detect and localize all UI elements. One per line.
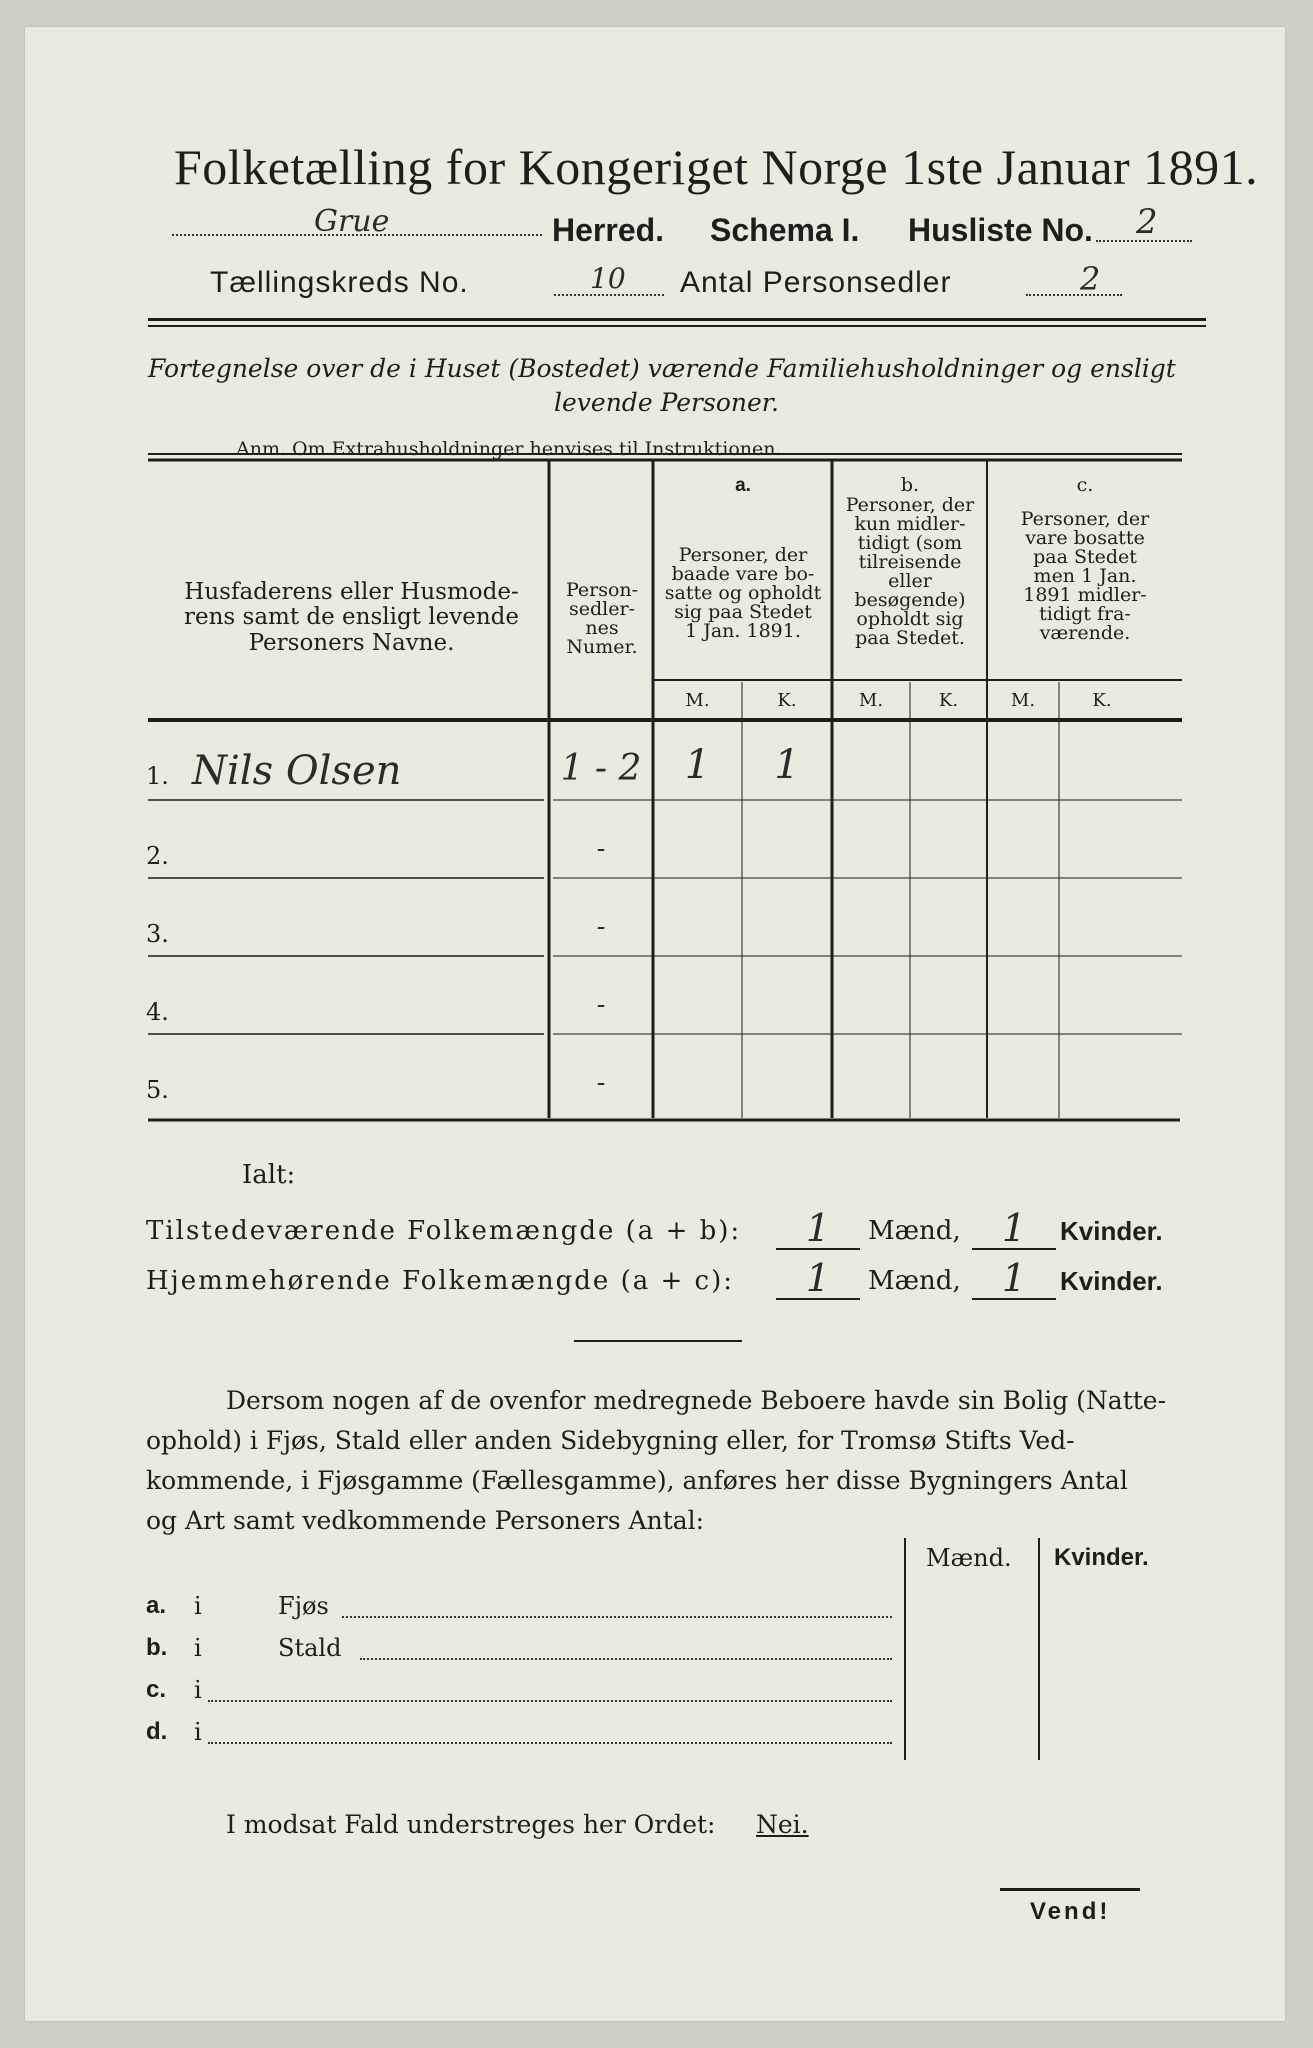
col-head-c-line: 1891 midler-: [1023, 584, 1147, 606]
col-b-m: M.: [858, 690, 884, 711]
col-head-c: [988, 510, 1182, 643]
row-1-personsedler: 1 - 2: [560, 748, 642, 789]
col-head-number-line: Numer.: [566, 636, 638, 658]
row-2-number: 2.: [146, 842, 169, 870]
total-resident-women: 1: [1001, 1256, 1027, 1300]
col-head-number-line: Person-: [565, 579, 639, 601]
row-1-name: Nils Olsen: [192, 748, 402, 794]
item-d-letter: d.: [146, 1718, 168, 1745]
antal-value: 2: [1080, 260, 1101, 298]
col-head-a-line: sig paa Stedet: [674, 601, 812, 623]
col-head-c-line: tidigt fra-: [1039, 603, 1131, 625]
col-head-a-line: satte og opholdt: [664, 582, 822, 604]
item-b-label: Stald: [278, 1634, 342, 1662]
col-head-a-line: 1 Jan. 1891.: [685, 620, 801, 642]
modsat-text: I modsat Fald understreges her Ordet:: [226, 1810, 716, 1839]
outbuilding-women-head: Kvinder.: [1054, 1544, 1149, 1571]
col-head-c-line: vare bosatte: [1025, 527, 1145, 549]
total-present-men: 1: [805, 1206, 831, 1250]
husliste-label: Husliste No.: [908, 212, 1093, 248]
col-c-k: K.: [1092, 690, 1112, 711]
col-head-b-line: Personer, der: [845, 494, 975, 516]
anm-note: Anm. Om Extrahusholdninger henvises til Instruktionen.: [236, 438, 782, 460]
herred-value: Grue: [314, 204, 390, 239]
col-head-a-line: baade vare bo-: [671, 563, 815, 585]
col-head-names-line: Husfaderens eller Husmode-: [184, 579, 519, 605]
col-head-names-line: Personers Navne.: [248, 629, 455, 656]
total-present-maend: Mænd,: [868, 1216, 961, 1246]
col-head-b-line: opholdt sig: [856, 608, 964, 630]
col-head-b-line: besøgende): [854, 589, 966, 611]
col-head-a: [656, 546, 830, 641]
col-head-b-line: kun midler-: [854, 513, 966, 535]
row-3-personsedler: -: [596, 912, 606, 942]
col-a-m: M.: [685, 690, 710, 711]
col-head-b: [834, 496, 986, 648]
census-table-grid: [24, 26, 1286, 2022]
col-head-b-line: tidigt (som: [857, 532, 963, 554]
outbuilding-divider-1: [904, 1538, 906, 1760]
col-head-c-line: men 1 Jan.: [1033, 565, 1137, 587]
row-4-personsedler: -: [596, 990, 606, 1020]
row-1-a-m: 1: [684, 742, 711, 788]
row-3-number: 3.: [146, 920, 169, 948]
item-b-letter: b.: [146, 1634, 168, 1661]
row-1-number: 1.: [146, 762, 169, 790]
total-resident-label: Hjemmehørende Folkemængde (a + c):: [146, 1266, 734, 1296]
outbuilding-men-head: Mænd.: [926, 1544, 1012, 1572]
col-head-number-line: nes: [585, 617, 619, 639]
col-head-b-line: tilreisende: [858, 551, 962, 573]
item-b-i: i: [194, 1634, 202, 1662]
notice-line-1: Dersom nogen af de ovenfor medregnede Beboere havde sin Bolig (Natte-: [226, 1386, 1167, 1415]
col-head-c-line: værende.: [1039, 622, 1131, 644]
notice-line-2: ophold) i Fjøs, Stald eller anden Sidebygning eller, for Tromsø Stifts Ved-: [146, 1426, 1075, 1455]
row-4-number: 4.: [146, 998, 169, 1026]
col-b-k: K.: [938, 690, 959, 711]
vend-label: Vend!: [1030, 1898, 1111, 1925]
total-present-women: 1: [1001, 1206, 1027, 1250]
col-a-k: K.: [777, 690, 797, 711]
section-divider: [574, 1340, 742, 1342]
vend-rule: [1000, 1888, 1140, 1891]
schema-label: Schema I.: [710, 212, 860, 248]
item-d-dots: [208, 1742, 892, 1744]
item-a-i: i: [194, 1592, 202, 1620]
notice-line-3: kommende, i Fjøsgamme (Fællesgamme), anføres her disse Bygningers Antal: [146, 1466, 1128, 1495]
col-head-c-letter: c.: [1076, 474, 1094, 496]
item-a-dots: [342, 1616, 892, 1618]
item-d-i: i: [194, 1718, 202, 1746]
col-head-b-line: eller: [888, 570, 932, 592]
herred-label: Herred.: [552, 212, 665, 248]
row-5-number: 5.: [146, 1076, 169, 1104]
col-head-c-line: Personer, der: [1020, 508, 1150, 530]
item-c-dots: [208, 1700, 892, 1702]
col-head-b-line: paa Stedet.: [855, 627, 965, 649]
item-b-dots: [360, 1658, 892, 1660]
nei-word: Nei.: [756, 1810, 809, 1839]
col-head-b-letter: b.: [900, 474, 920, 496]
outbuilding-divider-2: [1038, 1538, 1040, 1760]
row-5-personsedler: -: [596, 1068, 606, 1098]
total-present-label: Tilstedeværende Folkemængde (a + b):: [146, 1216, 742, 1246]
item-a-label: Fjøs: [278, 1592, 329, 1620]
col-head-names-line: rens samt de ensligt levende: [184, 604, 519, 631]
col-head-number-line: sedler-: [569, 598, 635, 620]
total-present-kvinder: Kvinder.: [1060, 1216, 1163, 1246]
kreds-value: 10: [590, 262, 626, 295]
item-c-i: i: [194, 1676, 202, 1704]
item-c-letter: c.: [146, 1676, 167, 1703]
col-c-m: M.: [1010, 690, 1036, 711]
form-title: Folketælling for Kongeriget Norge 1ste Januar 1891.: [174, 139, 1259, 195]
antal-label: Antal Personsedler: [680, 266, 952, 299]
row-1-a-k: 1: [774, 742, 800, 788]
notice-line-4: og Art samt vedkommende Personers Antal:: [146, 1506, 705, 1535]
total-resident-maend: Mænd,: [868, 1266, 961, 1296]
total-resident-kvinder: Kvinder.: [1060, 1266, 1163, 1296]
total-resident-men: 1: [805, 1256, 831, 1300]
col-head-number: [552, 581, 652, 657]
col-head-c-line: paa Stedet: [1033, 546, 1137, 568]
row-2-personsedler: -: [596, 834, 606, 864]
col-head-a-line: Personer, der: [678, 544, 808, 566]
husliste-value: 2: [1136, 202, 1158, 242]
col-head-names: [164, 580, 539, 656]
intro-line-1: Fortegnelse over de i Huset (Bostedet) værende Familiehusholdninger og ensligt: [148, 354, 1176, 383]
ialt-label: Ialt:: [242, 1160, 296, 1190]
col-head-a-letter: a.: [735, 475, 751, 496]
census-form-page: [24, 26, 1286, 2022]
intro-line-2: levende Personer.: [554, 388, 779, 417]
item-a-letter: a.: [146, 1592, 167, 1619]
kreds-label: Tællingskreds No.: [210, 266, 469, 299]
